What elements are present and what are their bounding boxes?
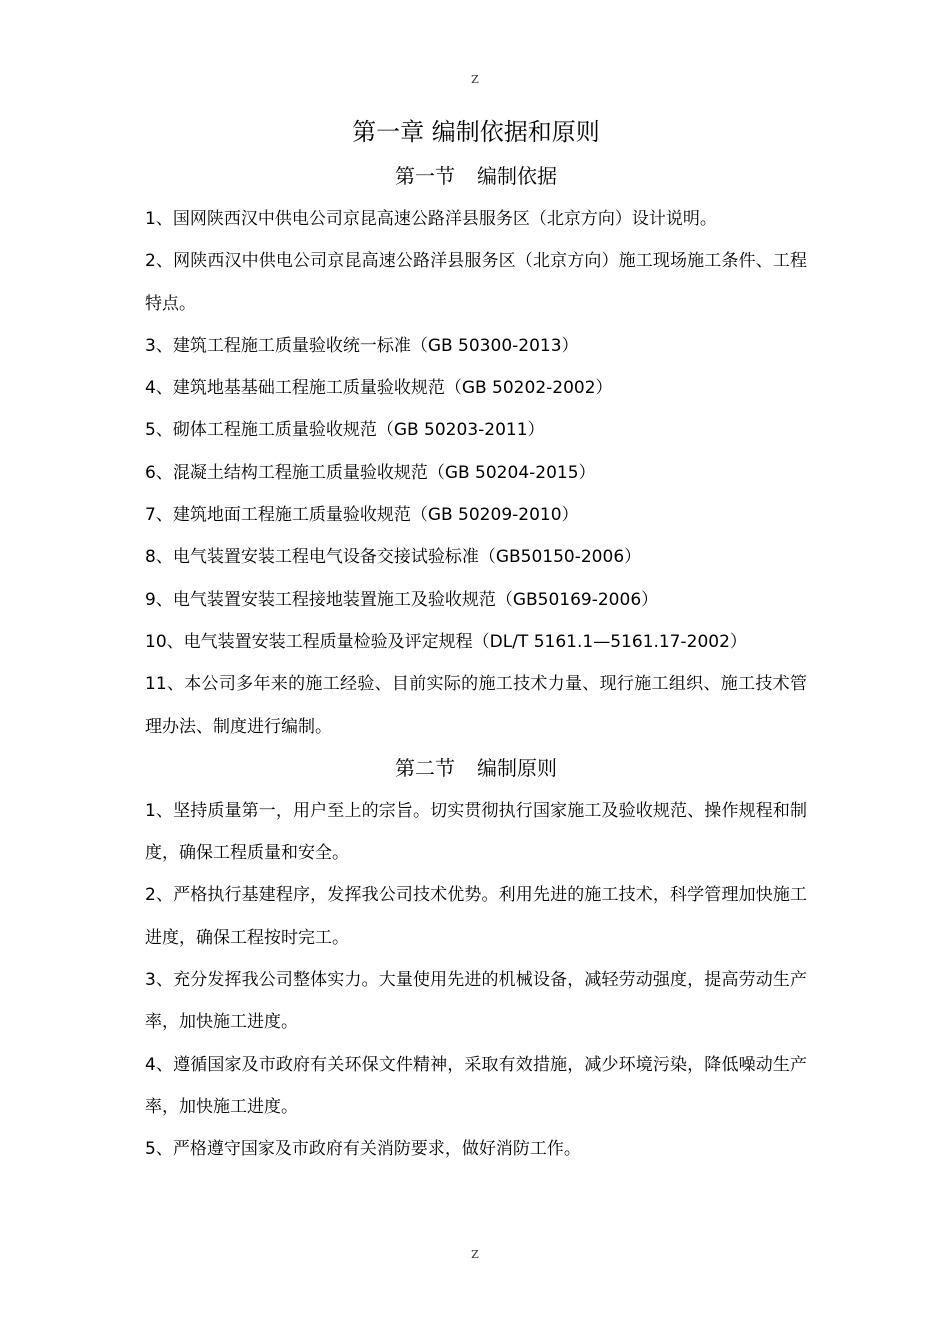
principle-item: 2、严格执行基建程序，发挥我公司技术优势。利用先进的施工技术，科学管理加快施工进度，确保工程按时完工。: [145, 885, 807, 948]
header-marker: Z: [471, 73, 479, 86]
basis-item: 9、电气装置安装工程接地装置施工及验收规范（GB50169-2006）: [145, 589, 659, 610]
basis-item: 1、国网陕西汉中供电公司京昆高速公路洋县服务区（北京方向）设计说明。: [145, 209, 717, 229]
principle-item: 3、充分发挥我公司整体实力。大量使用先进的机械设备，减轻劳动强度，提高劳动生产率，加快施工进度。: [145, 970, 807, 1033]
page-content: [145, 112, 807, 1171]
section-title-basis: [145, 160, 807, 192]
basis-item: 10、电气装置安装工程质量检验及评定规程（DL/T 5161.1—5161.17-2002）: [145, 631, 747, 652]
footer-marker: Z: [471, 1248, 479, 1261]
basis-item: 11、本公司多年来的施工经验、目前实际的施工技术力量、现行施工组织、施工技术管理办法、制度进行编制。: [145, 674, 807, 737]
section-name: 编制原则: [477, 755, 557, 780]
basis-item: 7、建筑地面工程施工质量验收规范（GB 50209-2010）: [145, 505, 579, 526]
basis-item: 5、砌体工程施工质量验收规范（GB 50203-2011）: [145, 420, 545, 441]
basis-item: 2、网陕西汉中供电公司京昆高速公路洋县服务区（北京方向）施工现场施工条件、工程特点。: [145, 251, 807, 314]
basis-item: 6、混凝土结构工程施工质量验收规范（GB 50204-2015）: [145, 462, 596, 483]
basis-item: 4、建筑地基基础工程施工质量验收规范（GB 50202-2002）: [145, 378, 613, 399]
section-prefix: 第二节: [395, 755, 455, 780]
principle-item: 5、严格遵守国家及市政府有关消防要求，做好消防工作。: [145, 1139, 581, 1160]
section-prefix: 第一节: [395, 164, 455, 188]
section-title-principles: [145, 752, 807, 784]
principle-item: 4、遵循国家及市政府有关环保文件精神，采取有效措施，减少环境污染，降低噪动生产率，加快施工进度。: [145, 1054, 807, 1117]
chapter-title: 第一章 编制依据和原则: [352, 118, 600, 146]
principle-item: 1、坚持质量第一，用户至上的宗旨。切实贯彻执行国家施工及验收规范、操作规程和制度，确保工程质量和安全。: [145, 800, 807, 864]
basis-item: 8、电气装置安装工程电气设备交接试验标准（GB50150-2006）: [145, 547, 642, 568]
basis-item: 3、建筑工程施工质量验收统一标准（GB 50300-2013）: [145, 335, 579, 356]
section-name: 编制依据: [477, 164, 557, 188]
